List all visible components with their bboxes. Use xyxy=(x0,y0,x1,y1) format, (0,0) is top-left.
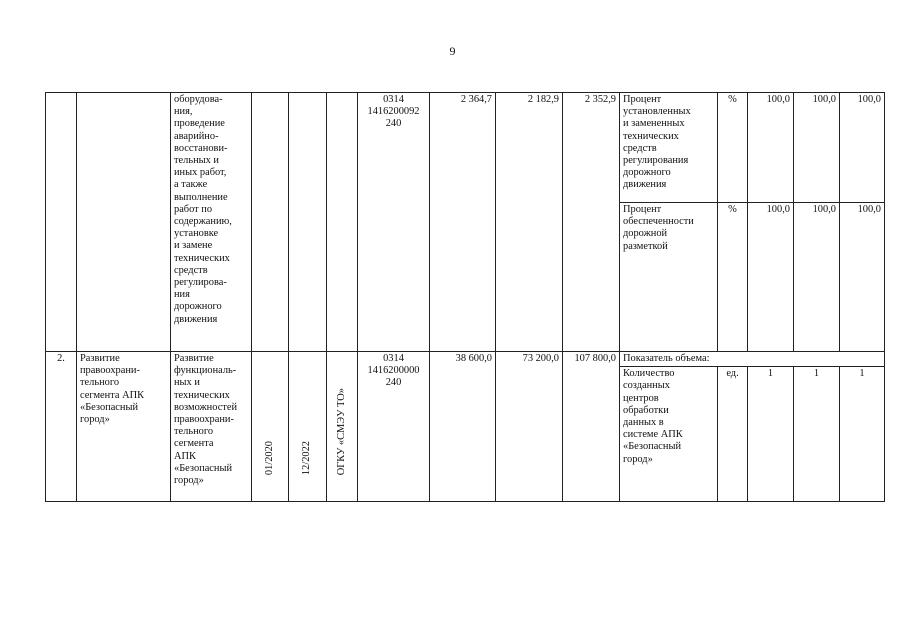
row1-indicator-1-value-2021: 100,0 xyxy=(794,93,840,203)
row1-indicator-1-unit: % xyxy=(718,93,748,203)
row2-end-date: 12/2022 xyxy=(301,441,313,476)
row1-indicator-1-value-2020: 100,0 xyxy=(748,93,794,203)
row1-indicator-2-name: Процент обеспеченности дорожной разметкой xyxy=(620,203,718,352)
row2-amount-2021: 73 200,0 xyxy=(496,352,563,502)
row2-start-date-cell xyxy=(252,352,289,502)
row1-indicator-2-value-2021: 100,0 xyxy=(794,203,840,352)
row2-task: Развитие правоохрани- тельного сегмента АПК «Безопасный город» xyxy=(77,352,171,502)
row1-indicator-2-value-2022: 100,0 xyxy=(840,203,885,352)
row1-indicator-2-unit: % xyxy=(718,203,748,352)
row2-indicator-1-value-2021: 1 xyxy=(794,367,840,502)
program-table xyxy=(45,92,885,502)
row1-task-cell xyxy=(77,93,171,352)
page-number: 9 xyxy=(449,44,456,58)
row1-budget-code: 0314 1416200092 240 xyxy=(358,93,430,352)
table-row xyxy=(46,352,885,367)
row1-event-text: оборудова- ния, проведение аварийно- восстанови- тельных и иных работ, а также выполнение работ по содержанию, установке и замене технических средств регулирова- ния дорожного движения xyxy=(171,93,252,352)
row1-indicator-1-value-2022: 100,0 xyxy=(840,93,885,203)
row1-end-date-cell xyxy=(289,93,327,352)
row2-executor-cell xyxy=(327,352,358,502)
row2-executor: ОГКУ «СМЭУ ТО» xyxy=(335,387,347,476)
row2-amount-2022: 107 800,0 xyxy=(563,352,620,502)
row2-event-text: Развитие функциональ- ных и технических возможностей правоохрани- тельного сегмента АПК «Безопасный город» xyxy=(171,352,252,502)
row2-budget-code: 0314 1416200000 240 xyxy=(358,352,430,502)
row2-indicator-1-unit: ед. xyxy=(718,367,748,502)
row1-executor-cell xyxy=(327,93,358,352)
row1-indicator-2-value-2020: 100,0 xyxy=(748,203,794,352)
row1-number-cell xyxy=(46,93,77,352)
row1-amount-2022: 2 352,9 xyxy=(563,93,620,352)
row1-indicator-1-name: Процент установленных и замененных технических средств регулирования дорожного движения xyxy=(620,93,718,203)
table-row xyxy=(46,93,885,203)
row2-start-date: 01/2020 xyxy=(263,441,275,476)
row2-end-date-cell xyxy=(289,352,327,502)
row2-amount-2020: 38 600,0 xyxy=(430,352,496,502)
row2-indicator-1-name: Количество созданных центров обработки данных в системе АПК «Безопасный город» xyxy=(620,367,718,502)
row2-number: 2. xyxy=(46,352,77,502)
row1-start-date-cell xyxy=(252,93,289,352)
row1-amount-2020: 2 364,7 xyxy=(430,93,496,352)
row1-amount-2021: 2 182,9 xyxy=(496,93,563,352)
row2-indicator-1-value-2022: 1 xyxy=(840,367,885,502)
row2-indicator-header: Показатель объема: xyxy=(620,352,885,367)
row2-indicator-1-value-2020: 1 xyxy=(748,367,794,502)
